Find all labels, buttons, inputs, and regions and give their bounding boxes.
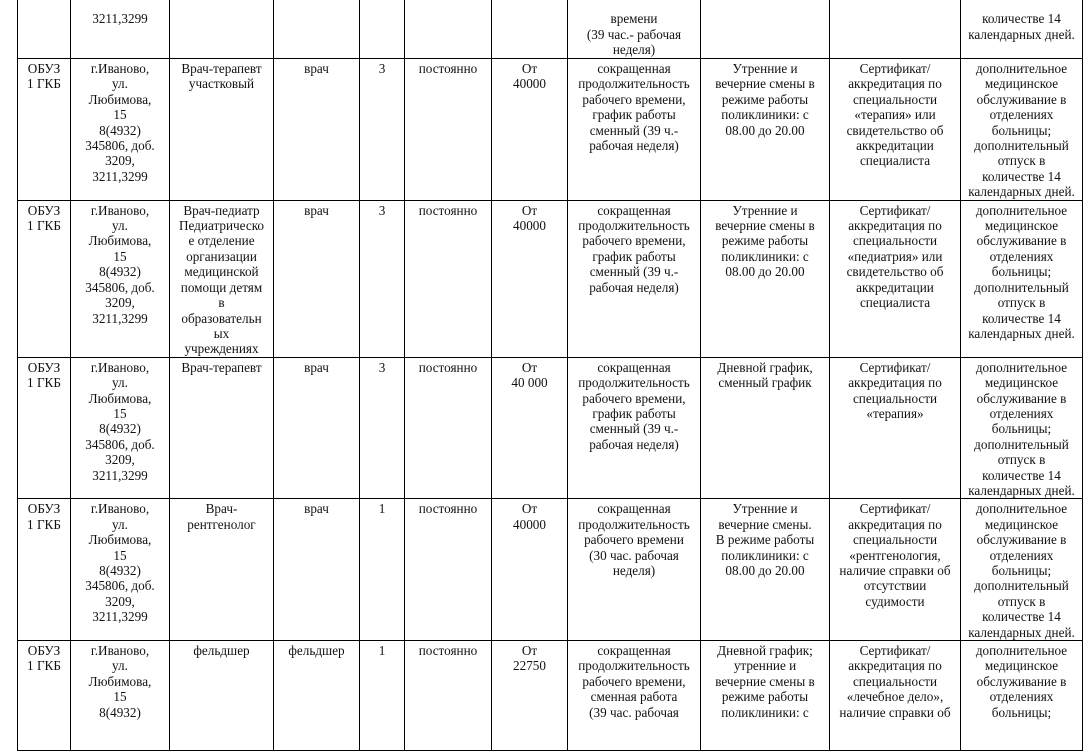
cell-terms: постоянно [405,641,492,751]
cell-hours: сокращенная продолжительность рабочего времени, график работы сменный (39 ч.- рабочая неделя) [568,200,701,357]
cell-salary: От 40 000 [492,357,568,499]
cell-benefits: дополнительное медицинское обслуживание в отделениях больницы; дополнительный отпуск в количестве 14 календарных дней. [961,499,1083,641]
table-row [18,200,1083,357]
cell-requirements: Сертификат/ аккредитация по специальности «лечебное дело», наличие справки об [830,641,961,751]
table-row [18,499,1083,641]
cell-benefits: количестве 14 календарных дней. [961,0,1083,59]
cell-position: Врач-терапевт [170,357,274,499]
cell-schedule: Утренние и вечерние смены. В режиме работы поликлиники: с 08.00 до 20.00 [701,499,830,641]
vacancy-table [17,0,1083,751]
cell-requirements: Сертификат/ аккредитация по специальности «терапия» или свидетельство об аккредитации специалиста [830,59,961,201]
cell-address: г.Иваново, ул. Любимова, 15 8(4932) 345806, доб. 3209, 3211,3299 [71,200,170,357]
cell-terms [405,0,492,59]
cell-position: Врач-терапевт участковый [170,59,274,201]
cell-schedule: Утренние и вечерние смены в режиме работы поликлиники: с 08.00 до 20.00 [701,200,830,357]
cell-address: г.Иваново, ул. Любимова, 15 8(4932) 345806, доб. 3209, 3211,3299 [71,499,170,641]
cell-address: 3211,3299 [71,0,170,59]
cell-address: г.Иваново, ул. Любимова, 15 8(4932) 345806, доб. 3209, 3211,3299 [71,357,170,499]
cell-org: ОБУЗ 1 ГКБ [18,499,71,641]
cell-benefits: дополнительное медицинское обслуживание в отделениях больницы; дополнительный отпуск в количестве 14 календарных дней. [961,357,1083,499]
cell-requirements: Сертификат/ аккредитация по специальности «педиатрия» или свидетельство об аккредитации специалиста [830,200,961,357]
cell-terms: постоянно [405,499,492,641]
cell-salary [492,0,568,59]
cell-hours: сокращенная продолжительность рабочего времени, сменная работа (39 час. рабочая [568,641,701,751]
cell-org: ОБУЗ 1 ГКБ [18,59,71,201]
cell-requirements: Сертификат/ аккредитация по специальности «рентгенология, наличие справки об отсутствии судимости [830,499,961,641]
cell-schedule: Утренние и вечерние смены в режиме работы поликлиники: с 08.00 до 20.00 [701,59,830,201]
cell-position [170,0,274,59]
cell-benefits: дополнительное медицинское обслуживание в отделениях больницы; дополнительный отпуск в количестве 14 календарных дней. [961,200,1083,357]
cell-requirements: Сертификат/ аккредитация по специальности «терапия» [830,357,961,499]
cell-position: Врач- рентгенолог [170,499,274,641]
cell-category: врач [274,200,360,357]
cell-org [18,0,71,59]
vacancy-table-page [17,0,1077,720]
cell-count: 3 [360,59,405,201]
cell-address: г.Иваново, ул. Любимова, 15 8(4932) 345806, доб. 3209, 3211,3299 [71,59,170,201]
cell-schedule: Дневной график; утренние и вечерние смены в режиме работы поликлиники: с [701,641,830,751]
cell-position: Врач-педиатр Педиатрическо е отделение организации медицинской помощи детям в образовательн ых учреждениях [170,200,274,357]
cell-terms: постоянно [405,59,492,201]
cell-salary: От 40000 [492,499,568,641]
cell-requirements [830,0,961,59]
cell-salary: От 40000 [492,200,568,357]
cell-hours: сокращенная продолжительность рабочего времени, график работы сменный (39 ч.- рабочая неделя) [568,59,701,201]
cell-category: врач [274,357,360,499]
cell-category: врач [274,499,360,641]
cell-count: 3 [360,357,405,499]
cell-org: ОБУЗ 1 ГКБ [18,200,71,357]
cell-count: 1 [360,499,405,641]
table-row [18,357,1083,499]
table-row [18,0,1083,59]
cell-category [274,0,360,59]
cell-count: 3 [360,200,405,357]
cell-schedule: Дневной график, сменный график [701,357,830,499]
cell-category: врач [274,59,360,201]
cell-hours: сокращенная продолжительность рабочего времени (30 час. рабочая неделя) [568,499,701,641]
cell-org: ОБУЗ 1 ГКБ [18,641,71,751]
cell-terms: постоянно [405,200,492,357]
cell-salary: От 40000 [492,59,568,201]
cell-address: г.Иваново, ул. Любимова, 15 8(4932) [71,641,170,751]
cell-salary: От 22750 [492,641,568,751]
cell-benefits: дополнительное медицинское обслуживание в отделениях больницы; [961,641,1083,751]
cell-count [360,0,405,59]
cell-position: фельдшер [170,641,274,751]
cell-hours: времени (39 час.- рабочая неделя) [568,0,701,59]
cell-category: фельдшер [274,641,360,751]
table-row [18,59,1083,201]
cell-org: ОБУЗ 1 ГКБ [18,357,71,499]
table-row [18,641,1083,751]
cell-count: 1 [360,641,405,751]
cell-benefits: дополнительное медицинское обслуживание в отделениях больницы; дополнительный отпуск в количестве 14 календарных дней. [961,59,1083,201]
cell-terms: постоянно [405,357,492,499]
cell-hours: сокращенная продолжительность рабочего времени, график работы сменный (39 ч.- рабочая неделя) [568,357,701,499]
cell-schedule [701,0,830,59]
